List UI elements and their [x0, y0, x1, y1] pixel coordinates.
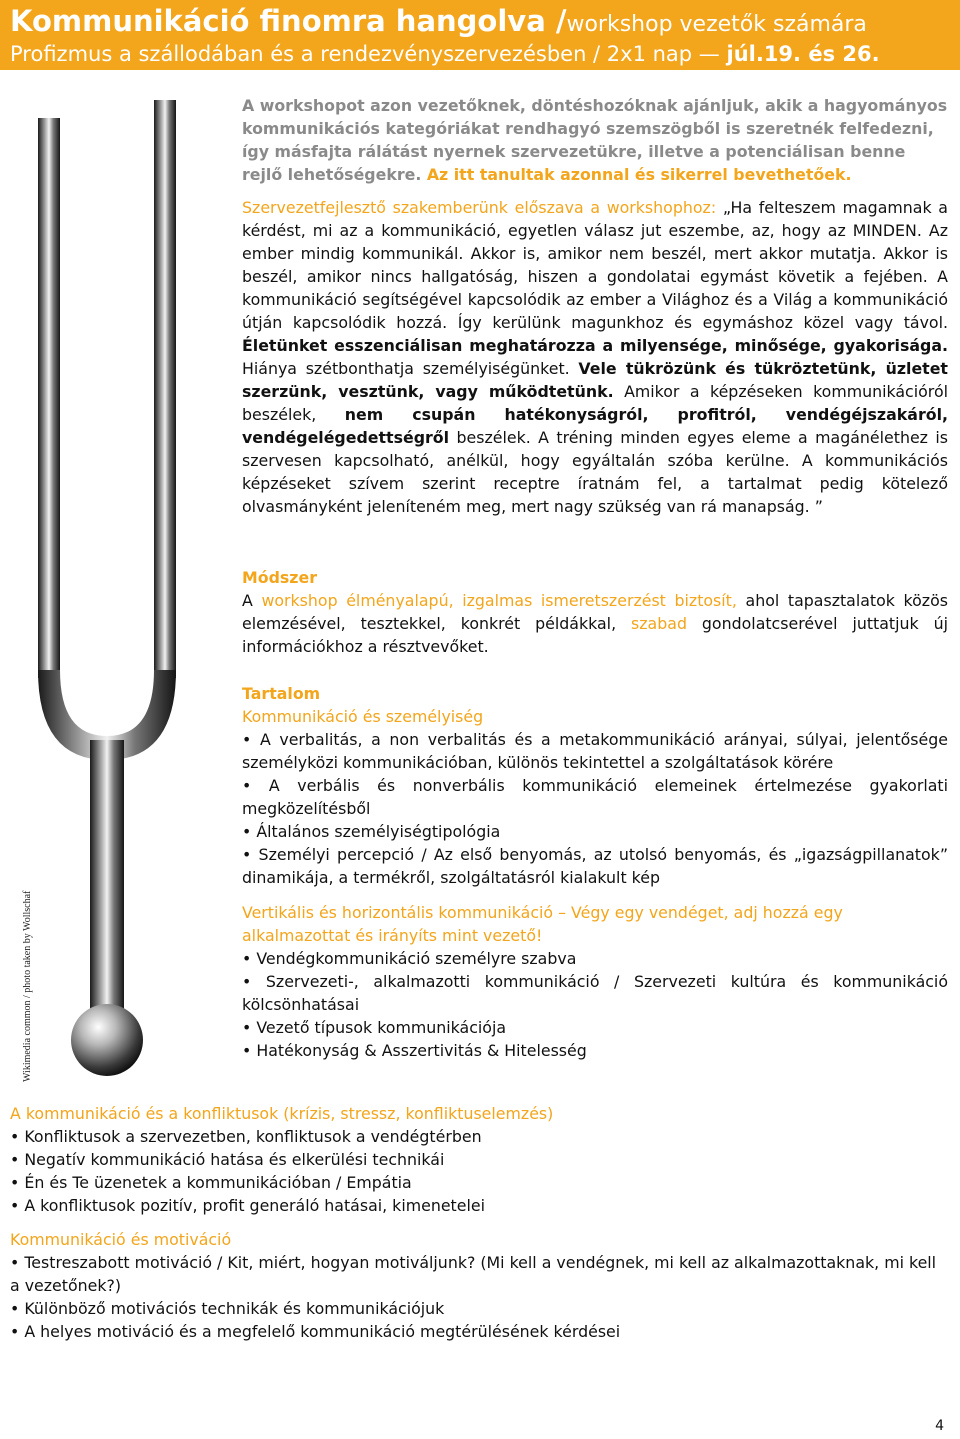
motivation-section: [10, 1228, 948, 1343]
content-section: [242, 682, 948, 1062]
foreword-bold-1: Életünket esszenciálisan meghatározza a milyensége, minősége, gyakorisága.: [242, 336, 948, 355]
list-item: • Én és Te üzenetek a kommunikációban / Empátia: [10, 1171, 948, 1194]
intro-paragraph: A workshopot azon vezetőknek, döntéshozóknak ajánljuk, akik a hagyományos kommunikációs kategóriákat rendhagyó szemszögből is szeretnék felfedezni, így másfajta rálátást nyernek szervezetükre, illetve a potenciálisan benne rejlő lehetőségekre. Az itt tanultak azonnal és sikerrel bevethetőek.: [242, 96, 948, 184]
foreword-lead: Szervezetfejlesztő szakemberünk előszava a workshophoz:: [242, 198, 717, 217]
intro-highlight: Az itt tanultak azonnal és sikerrel bevethetőek.: [426, 165, 852, 184]
motivation-list: [10, 1251, 948, 1343]
method-heading: Módszer: [242, 568, 317, 587]
header-banner: [0, 0, 960, 70]
photo-credit: Wikimedia common / photo taken by Wollschaf: [22, 890, 33, 1082]
conflicts-heading: A kommunikáció és a konfliktusok (krízis, stressz, konfliktuselemzés): [10, 1104, 554, 1123]
method-free: szabad: [631, 614, 687, 633]
content-sub2-heading: Vertikális és horizontális kommunikáció – Végy egy vendéget, adj hozzá egy alkalmazottat és irányíts mint vezető!: [242, 903, 843, 945]
foreword-bold-2: Vele tükrözünk és tükröztetünk, üzletet szerzünk, vesztünk, vagy működtetünk.: [242, 359, 948, 401]
page-number: 4: [935, 1418, 944, 1434]
list-item: • Konfliktusok a szervezetben, konfliktusok a vendégtérben: [10, 1125, 948, 1148]
event-line: Profizmus a szállodában és a rendezvényszervezésben / 2x1 nap — júl.19. és 26.: [10, 42, 880, 66]
document-subtitle: workshop vezetők számára: [566, 12, 867, 37]
foreword-paragraph: [242, 196, 948, 518]
list-item: • Vezető típusok kommunikációja: [242, 1016, 948, 1039]
content-heading: Tartalom: [242, 684, 321, 703]
event-date: júl.19. és 26.: [726, 42, 880, 66]
foreword-quote-start: „Ha felteszem magamnak a kérdést, mi az a kommunikáció, egyetlen válasz jut eszembe, az, hogy az MINDEN. Az ember mindig kommunikál. Akkor is, amikor nem beszél, mert akkor mutatja. Akkor is beszél, amikor nincs hallgatóság, hiszen a gondolatai egymást követik a fejében. A kommunikáció segítségével kapcsolódik az ember a Világhoz és a Világ a kommunikáció útján kapcsolódik hozzá. Így kerülünk magunkhoz és egymáshoz közel vagy távol.: [242, 198, 948, 332]
list-item: • Személyi percepció / Az első benyomás, az utolsó benyomás, és „igazságpillanatok” dinamikája, a termékről, szolgáltatásról kialakult kép: [242, 843, 948, 889]
list-item: • A verbalitás, a non verbalitás és a metakommunikáció arányai, súlyai, jelentősége személyközi kommunikációban, különös tekintettel a szolgáltatások körére: [242, 728, 948, 774]
list-item: • Vendégkommunikáció személyre szabva: [242, 947, 948, 970]
conflicts-section: [10, 1102, 948, 1217]
content-list-2: [242, 947, 948, 1062]
list-item: • Szervezeti-, alkalmazotti kommunikáció / Szervezeti kultúra és kommunikáció kölcsönhatásai: [242, 970, 948, 1016]
list-item: • A helyes motiváció és a megfelelő kommunikáció megtérülésének kérdései: [10, 1320, 948, 1343]
list-item: • Testreszabott motiváció / Kit, miért, hogyan motiváljunk? (Mi kell a vendégnek, mi kell az alkalmazottaknak, mi kell a vezetőnek?): [10, 1251, 948, 1297]
foreword-text-4: beszélek. A tréning minden egyes eleme a magánélethez is szervesen kapcsolható, anélkül, hogy egyáltalán szóba kerülne. A kommunikációs képzéseket szívem szerint receptre íratnám fel, a tartalmat pedig kötelező olvasmányként jeleníteném meg, mert nagy szükség van rá manapság. ”: [242, 428, 948, 516]
list-item: • A verbális és nonverbális kommunikáció elemeinek értelmezése gyakorlati megközelítésből: [242, 774, 948, 820]
list-item: • Különböző motivációs technikák és kommunikációjuk: [10, 1297, 948, 1320]
list-item: • Hatékonyság & Asszertivitás & Hitelesség: [242, 1039, 948, 1062]
list-item: • Negatív kommunikáció hatása és elkerülési technikái: [10, 1148, 948, 1171]
content-sub1-heading: Kommunikáció és személyiség: [242, 707, 484, 726]
list-item: • A konfliktusok pozitív, profit generáló hatásai, kimenetelei: [10, 1194, 948, 1217]
tuning-fork-image: [28, 100, 228, 1085]
foreword-text-3: Amikor a képzéseken kommunikációról beszélek,: [242, 382, 948, 424]
foreword-text-2: Hiánya szétbonthatja személyiségünket.: [242, 359, 579, 378]
method-section: Módszer A workshop élményalapú, izgalmas ismeretszerzést biztosít, ahol tapasztalatok közös elemzésével, tesztekkel, konkrét példákkal, szabad gondolatcserével juttatjuk új információkhoz a résztvevőket.: [242, 568, 948, 656]
foreword-bold-3: nem csupán hatékonyságról, profitról, vendégéjszakáról, vendégelégedettségről: [242, 405, 948, 447]
content-list-1: [242, 728, 948, 889]
list-item: • Általános személyiségtipológia: [242, 820, 948, 843]
method-highlight: workshop élményalapú, izgalmas ismeretszerzést biztosít,: [261, 591, 737, 610]
conflicts-list: [10, 1125, 948, 1217]
motivation-heading: Kommunikáció és motiváció: [10, 1230, 232, 1249]
document-title: Kommunikáció finomra hangolva /workshop vezetők számára: [10, 4, 867, 38]
